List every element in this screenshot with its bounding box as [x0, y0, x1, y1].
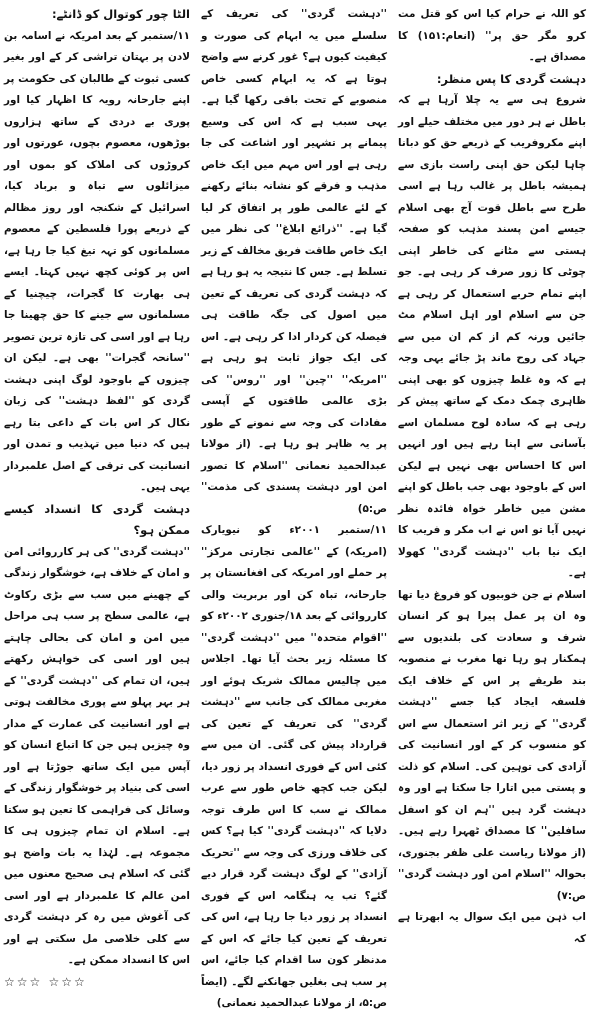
column-right-paragraph-2: شروع ہی سے یہ چلا آرہا ہے کہ باطل نے ہر دور میں مختلف حیلے اور اپنے مکروفریب کے ذریعے حق کو دبانا چاہا لیکن حق اپنی راست بازی سے ہمیشہ باطل پر غالب رہا ہے اسی طرح سے باطل قوت آج بھی اسلام جیسے امن پسند مذہب کو صفحہ ہستی سے مٹانے کی خاطر اپنی چوٹی کا زور صرف کر رہی ہے۔ جو اپنے تمام حربے استعمال کر رہی ہے جن سے اسلام اور اہل اسلام مٹ جائیں ورنہ کم از کم ان میں سے جہاد کی روح ماند پڑ جائے یہی وجہ ہے کہ وہ غلط چیزوں کو بھی اپنی ظاہری چمک دمک کے ساتھ پیش کر رہی ہے کہ سادہ لوح مسلمان اسے بآسانی سے اپنا رہے ہیں اور انہیں اس کا احساس بھی نہیں ہے لیکن اس کے باوجود بھی جب باطل کو اپنے مشن میں خاطر خواہ فائدہ نظر نہیں آیا تو اس نے اب مکر و فریب کا ایک نیا باب ''دہشت گردی'' کھولا ہے۔	[398, 94, 586, 579]
section-heading-thief: الٹا چور کوتوال کو ڈانٹے:	[51, 7, 190, 21]
column-right-paragraph-4: اب ذہن میں ایک سوال یہ ابھرتا ہے کہ	[398, 911, 586, 945]
star-divider-icon: ☆☆☆ ☆☆☆	[4, 974, 87, 989]
column-right	[398, 4, 586, 945]
column-left-paragraph-2: ''دہشت گردی'' کی ہر کارروائی امن و امان کے خلاف ہے، خوشگوار زندگی کے چھینے میں سب سے بڑی رکاوٹ ہے، عالمی سطح پر سب ہی مراحل میں امن و امان کی بحالی چاہتے ہیں اور اسی کی خواہش رکھتے ہیں، ان تمام کی ''دہشت گردی'' کے ہر بہر پہلو سے پوری مخالفت ہوتی ہے اور انسانیت کی عمارت کے مدار وہ چیزیں ہیں جن کا اتباع انسان کو آپس میں ایک ساتھ جوڑتا ہے اور اسی کی بنیاد پر خوشگوار زندگی کے وسائل کی فراہمی کا تعین ہو سکتا ہے۔ اسلام ان تمام چیزوں ہی کا مجموعہ ہے۔ لہٰذا یہ بات واضح ہو گئی کہ اسلام ہی صحیح معنوں میں امن عالم کا علمبردار ہے اور اسی کی آغوش میں رہ کر دہشت گردی سے کلی خلاصی مل سکتی ہے اور اس کا انسداد ممکن ہے۔	[4, 545, 190, 966]
column-middle	[201, 4, 387, 1009]
section-heading-background: دہشت گردی کا پس منظر:	[436, 71, 586, 86]
newspaper-page	[4, 4, 586, 1009]
column-middle-paragraph-2: ۱۱/ستمبر ۲۰۰۱ء کو نیویارک (امریکہ) کے ''عالمی تجارتی مرکز'' پر حملے اور امریکہ کی افغانستان پر جارحانہ، تباہ کن اور بربریت والی کارروائی کے بعد ۱۸/جنوری ۲۰۰۲ء کو ''اقوام متحدہ'' میں ''دہشت گردی'' کا مسئلہ زیر بحث آیا تھا۔ اجلاس میں چالیس ممالک شریک ہوئے اور مغربی ممالک کی جانب سے ''دہشت گردی'' کی تعریف کے تعین کی قرارداد پیش کی گئی۔ ان میں سے کئی اس کے فوری انسداد پر زور دیا، لیکن جب کچھ خاص طور سے عرب ممالک نے سب کا اس طرف توجہ دلایا کہ ''دہشت گردی'' کیا ہے؟ کس کی خلاف ورزی کی وجہ سے ''تحریک آزادی'' کے لوگ دہشت گرد قرار دیے گئے؟ تب یہ ہنگامہ اس کے فوری انسداد پر زور دیا جا رہا ہے، اس کی تعریف کے تعین کیا جائے کہ اس کے مدنظر کون سا اقدام کیا جائے، اس پر سب ہی بغلیں جھانکنے لگے۔ (ایضاً ص:۵، از مولانا عبدالحمید نعمانی)	[201, 524, 387, 1009]
column-middle-paragraph-1: ''دہشت گردی'' کی تعریف کے سلسلے میں یہ ابہام کی صورت و کیفیت کیوں ہے؟ غور کرنے سے واضح ہوتا ہے کہ یہ ابہام کسی خاص منصوبے کے تحت باقی رکھا گیا ہے۔ یہی سبب ہے کہ اس کی وسیع پیمانے پر تشہیر اور اشاعت کی جا رہی ہے اور اس مہم میں ایک خاص مذہب و فرقے کو نشانہ بنائے رکھنے کے لئے عالمی طور پر اتفاق کر لیا گیا ہے۔ ''ذرائع ابلاغ'' کی نظر میں ایک خاص طاقت فریق مخالف کے زیر تسلط ہے۔ جس کا نتیجہ یہ ہو رہا ہے کہ دہشت گردی کی تعریف کے تعین میں اصول کی جگہ طاقت ہی فیصلہ کن کردار ادا کر رہی ہے۔ اس کی ایک جواز ثابت ہو رہی ہے ''امریکہ'' ''چین'' اور ''روس'' کی بڑی عالمی طاقتوں کے آپسی مفادات کی وجہ سے نمونے کے طور پر یہ ظاہر ہو رہا ہے۔ (از مولانا عبدالحمید نعمانی ''اسلام کا تصور امن اور دہشت پسندی کی مذمت'' ص:۵)	[201, 8, 387, 515]
column-right-paragraph-3: اسلام نے جن خوبیوں کو فروغ دیا تھا وہ ان پر عمل پیرا ہو کر انسان شرف و سعادت کی بلندیوں سے ہمکنار ہو رہا تھا مغرب نے منصوبہ بند طریقے پر اس کے خلاف ایک فلسفہ ایجاد کیا جسے ''دہشت گردی'' کے زیر اثر استعمال سے اس کو منسوب کر کے اور انسانیت کی آزادی کی توہین کی۔ اسلام کو ذلت و پستی میں اتارا جا سکتا ہے اور وہ دہشت گرد ہیں ''ہم ان کو اسفل سافلین'' کا مصداق ٹھہرا رہے ہیں۔ (از مولانا ریاست علی ظفر بجنوری، بحوالہ ''اسلام امن اور دہشت گردی'' ص:۷)	[398, 588, 586, 902]
section-heading-prevention: دہشت گردی کا انسداد کیسے ممکن ہو؟	[4, 501, 190, 537]
column-left	[4, 4, 190, 989]
column-left-paragraph-1: ۱۱/ستمبر کے بعد امریکہ نے اسامہ بن لادن پر بہتان تراشی کر کے اور بغیر کسی ثبوت کے طالبان کی حکومت پر اپنے جارحانہ رویہ کا اظہار کیا اور پوری بے دردی کے ساتھ ہزاروں بوڑھوں، معصوم بچوں، عورتوں اور کروڑوں کی املاک کو بموں اور میزائلوں سے تباہ و برباد کیا، اسرائیل کے شکنجہ اور روز مظالم کے ذریعے پورا فلسطین کے معصوم مسلمانوں کو تہہ تیغ کیا جا رہا ہے، اس پر کوئی کچھ نہیں کہتا۔ ایسے ہی بھارت کا گجرات، چیچنیا کے مسلمانوں سے جینے کا حق چھینا جا رہا ہے اور اسی کی تازہ ترین تصویر ''سانحہ گجرات'' بھی ہے۔ لیکن ان چیزوں کے باوجود لوگ اپنی دہشت گردی کو ''لفظ دہشت'' کی زبان نکال کر اس بات کے داعی بتا رہے ہیں کہ دنیا میں تہذیب و تمدن اور انسانیت کی ترقی کے اصل علمبردار یہی ہیں۔	[4, 29, 190, 493]
column-right-paragraph-1: کو اللہ نے حرام کیا اس کو قتل مت کرو مگر حق پر'' (انعام:۱۵۱) کا مصداق ہے۔	[398, 8, 586, 63]
